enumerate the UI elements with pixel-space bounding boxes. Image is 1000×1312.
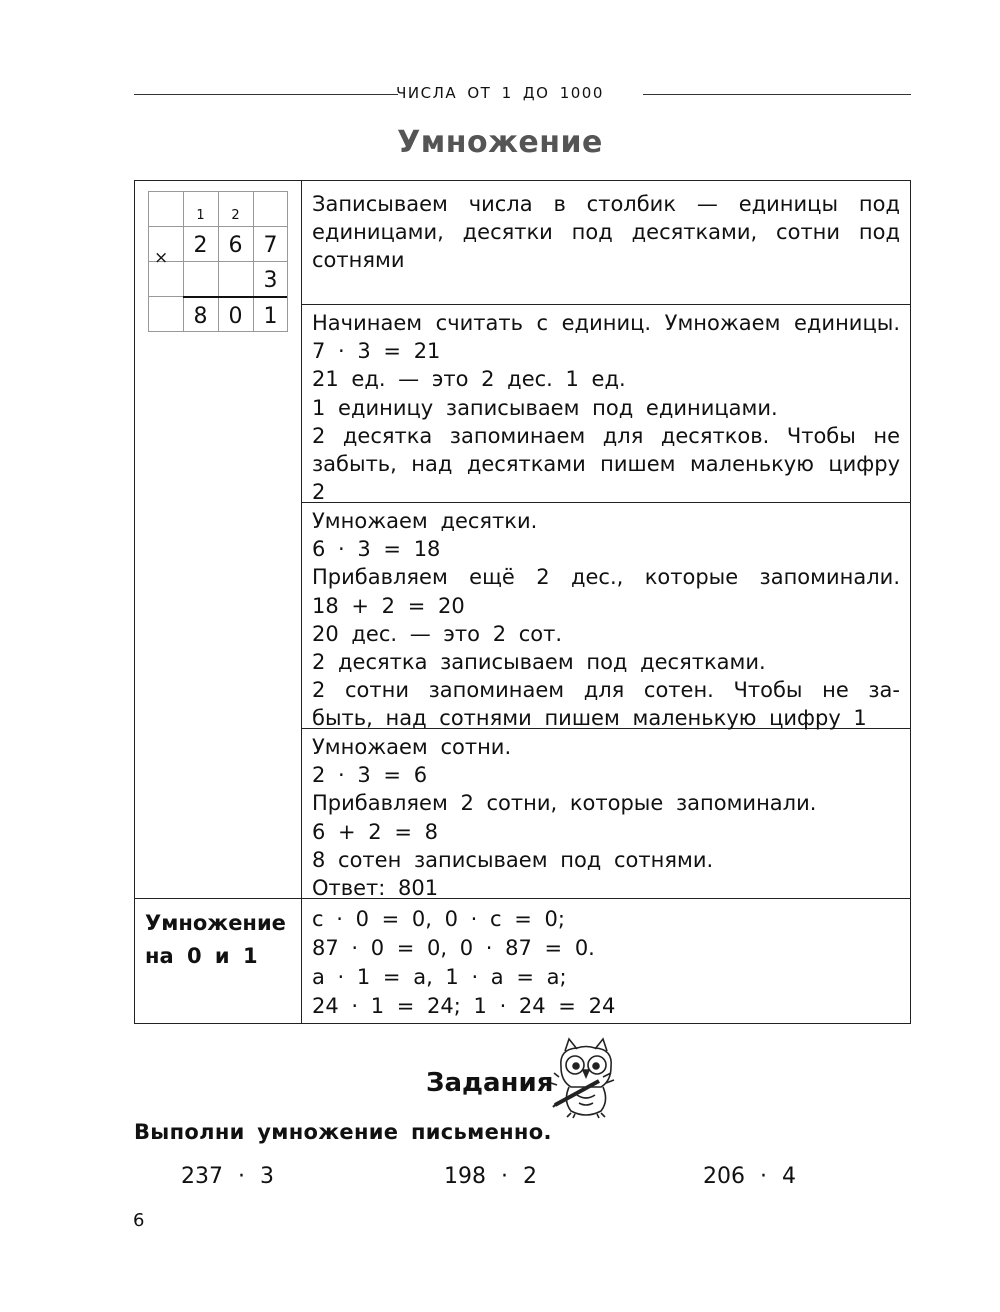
result-underline bbox=[183, 296, 287, 298]
multiplication-sign: × bbox=[154, 248, 169, 268]
running-title: ЧИСЛА ОТ 1 ДО 1000 bbox=[396, 84, 604, 102]
carry-digit-hundreds: 2 bbox=[231, 208, 240, 223]
rule-line: 87 · 0 = 0, 0 · 87 = 0. bbox=[312, 936, 595, 960]
multiplicand-hundreds: 2 bbox=[193, 233, 208, 258]
result-hundreds: 8 bbox=[193, 304, 208, 329]
step-line: Начинаем считать с единиц. Умножаем единицы. bbox=[312, 311, 900, 335]
step-line: 21 ед. — это 2 дес. 1 ед. bbox=[312, 367, 626, 392]
rule-label bbox=[145, 907, 286, 973]
step-line: 8 сотен записываем под сотнями. bbox=[312, 847, 714, 872]
step-line: Записываем числа в столбик — единицы под единицами, десятки под десятками, сотни под сотнями bbox=[312, 192, 900, 273]
step-line: Прибавляем ещё 2 дес., которые запоминали. bbox=[312, 565, 900, 590]
rule-formulas bbox=[312, 905, 615, 1021]
rule-line: а · 1 = а, 1 · а = а; bbox=[312, 965, 567, 989]
step-line: 2 десятка запоминаем для десятков. Чтобы не забыть, над десятками пишем маленькую цифру 2 bbox=[312, 423, 900, 505]
task-expression: 198 · 2 bbox=[444, 1164, 537, 1189]
step-line: 6 + 2 = 8 bbox=[312, 819, 438, 844]
step-4-text bbox=[312, 733, 900, 902]
task-instruction: Выполни умножение письменно. bbox=[134, 1120, 552, 1144]
step-line: Умножаем сотни. bbox=[312, 735, 512, 759]
step-line: 7 · 3 = 21 bbox=[312, 339, 441, 364]
step-1-text bbox=[312, 190, 900, 275]
rule-label-line: на 0 и 1 bbox=[145, 944, 258, 968]
multiplicand-tens: 6 bbox=[228, 233, 243, 258]
result-tens: 0 bbox=[228, 304, 243, 329]
step-2-text bbox=[312, 309, 900, 506]
multiplier-units: 3 bbox=[263, 268, 278, 293]
step-line: Прибавляем 2 сотни, которые запоминали. bbox=[312, 791, 817, 816]
answer-line: Ответ: 801 bbox=[312, 876, 439, 901]
step-line: 2 десятка записываем под десятками. bbox=[312, 650, 766, 675]
rule-label-line: Умножение bbox=[145, 911, 286, 935]
owl-with-pencil-icon bbox=[551, 1037, 621, 1119]
multiplicand-units: 7 bbox=[263, 233, 278, 258]
page-number: 6 bbox=[133, 1210, 145, 1231]
step-line: 20 дес. — это 2 сот. bbox=[312, 621, 563, 646]
step-3-text bbox=[312, 507, 900, 733]
task-expression: 237 · 3 bbox=[181, 1164, 274, 1189]
rule-line: 24 · 1 = 24; 1 · 24 = 24 bbox=[312, 994, 616, 1018]
rule-line: с · 0 = 0, 0 · с = 0; bbox=[312, 907, 565, 931]
carry-digit-tens: 1 bbox=[196, 208, 205, 223]
step-line: 1 единицу записываем под единицами. bbox=[312, 395, 778, 420]
step-line: Умножаем десятки. bbox=[312, 509, 538, 533]
step-line: 2 сотни запоминаем для сотен. Чтобы не за-быть, над сотнями пишем маленькую цифру 1 bbox=[312, 678, 900, 731]
result-units: 1 bbox=[263, 304, 278, 329]
section-title: Умножение bbox=[397, 125, 603, 160]
step-line: 18 + 2 = 20 bbox=[312, 593, 465, 618]
step-line: 2 · 3 = 6 bbox=[312, 763, 428, 788]
tasks-title: Задания bbox=[426, 1068, 554, 1098]
step-line: 6 · 3 = 18 bbox=[312, 537, 441, 562]
task-expression: 206 · 4 bbox=[703, 1164, 796, 1189]
column-multiplication-grid bbox=[148, 191, 288, 332]
